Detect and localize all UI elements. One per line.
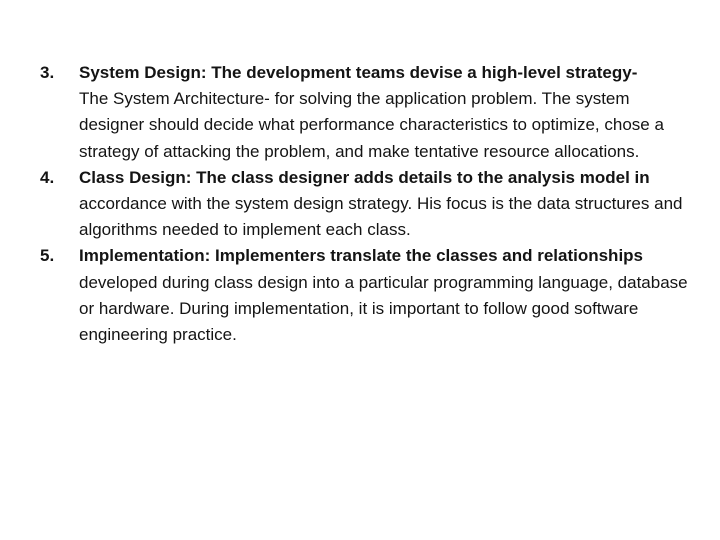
item-heading: Class Design: The class designer adds details to the analysis model in <box>79 167 650 187</box>
item-body: accordance with the system design strategy. His focus is the data structures and algorithms needed to implement each class. <box>79 194 683 240</box>
list-item-class-design <box>40 165 690 244</box>
list-item-implementation <box>40 243 690 348</box>
numbered-list <box>40 60 690 348</box>
item-heading: Implementation: Implementers translate the classes and relationships <box>79 246 644 266</box>
item-number: 5. <box>40 246 55 266</box>
item-heading: System Design: The development teams devise a high-level strategy- <box>79 63 638 82</box>
list-item-system-design <box>40 60 690 165</box>
item-content <box>79 243 690 348</box>
item-body: The System Architecture- for solving the application problem. The system designer should decide what performance characteristics to optimize, chose a strategy of attacking the problem, and make tentative resource allocations. <box>79 89 664 161</box>
item-body: developed during class design into a particular programming language, database or hardware. During implementation, it is important to follow good software engineering practice. <box>79 272 688 345</box>
item-number: 3. <box>40 63 55 82</box>
item-content <box>79 165 690 244</box>
item-content <box>79 60 690 165</box>
item-number: 4. <box>40 167 55 187</box>
